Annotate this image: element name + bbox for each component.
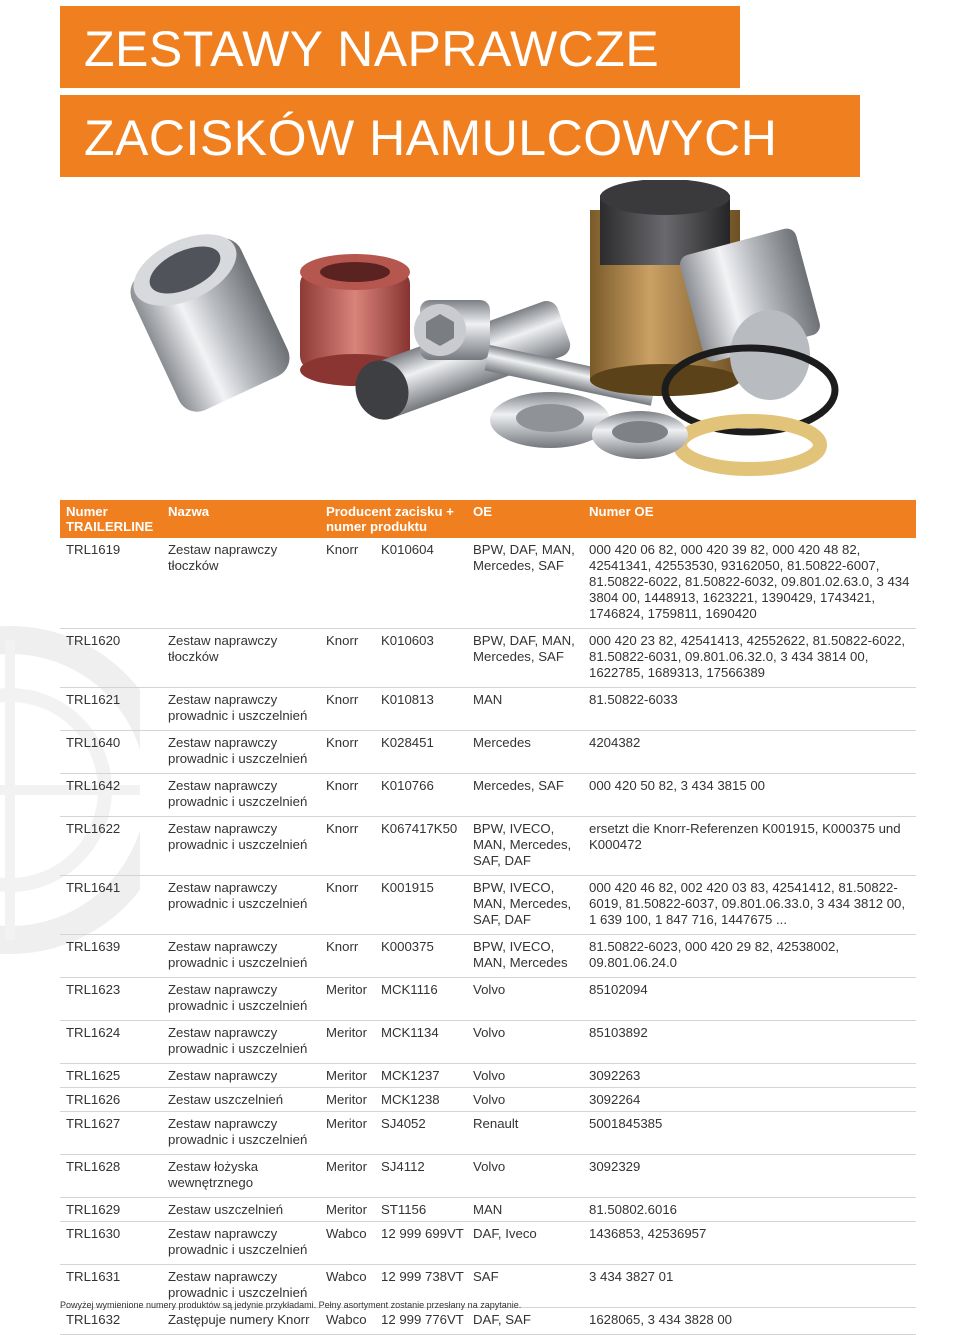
table-row [60,774,916,817]
cell-produkt: K067417K50 [375,817,467,876]
cell-produkt: K010766 [375,774,467,817]
cell-producent: Meritor [320,1021,375,1064]
cell-nazwa: Zestaw naprawczy prowadnic i uszczelnień [162,1265,320,1308]
cylinder-left [130,220,296,419]
cell-oe: BPW, DAF, MAN, Mercedes, SAF [467,629,583,688]
table-row [60,688,916,731]
cell-numer-oe: 85103892 [583,1021,916,1064]
cell-oe: BPW, IVECO, MAN, Mercedes, SAF, DAF [467,817,583,876]
cell-oe: SAF [467,1265,583,1308]
header-nazwa: Nazwa [162,500,320,538]
cell-oe: Renault [467,1112,583,1155]
cell-oe: MAN [467,688,583,731]
cell-numer-oe: 85102094 [583,978,916,1021]
header-numer: Numer TRAILERLINE [60,500,162,538]
cell-producent: Wabco [320,1265,375,1308]
cell-oe: DAF, SAF [467,1308,583,1335]
cell-produkt: K010603 [375,629,467,688]
cell-numer: TRL1625 [60,1064,162,1088]
cell-produkt: SJ4052 [375,1112,467,1155]
cell-numer-oe: 81.50802.6016 [583,1198,916,1222]
table-row [60,1198,916,1222]
cell-numer: TRL1630 [60,1222,162,1265]
cell-numer-oe: 81.50822-6033 [583,688,916,731]
cell-numer: TRL1632 [60,1308,162,1335]
cell-numer-oe: 3 434 3827 01 [583,1265,916,1308]
cell-producent: Knorr [320,935,375,978]
table-row [60,935,916,978]
cell-producent: Knorr [320,731,375,774]
cell-produkt: 12 999 776VT [375,1308,467,1335]
cell-produkt: MCK1238 [375,1088,467,1112]
cell-oe: Mercedes, SAF [467,774,583,817]
table-row [60,1088,916,1112]
header-numer-oe: Numer OE [583,500,916,538]
table-row [60,1155,916,1198]
cell-producent: Knorr [320,876,375,935]
product-photo [130,180,850,480]
cell-numer-oe: ersetzt die Knorr-Referenzen K001915, K000375 und K000472 [583,817,916,876]
cell-nazwa: Zestaw naprawczy tłoczków [162,538,320,629]
cell-producent: Meritor [320,1198,375,1222]
page-title-line1: ZESTAWY NAPRAWCZE [84,21,660,77]
cell-producent: Knorr [320,688,375,731]
table-header-row [60,500,916,538]
cell-produkt: K000375 [375,935,467,978]
parts-table [60,500,916,1335]
cell-nazwa: Zestaw uszczelnień [162,1198,320,1222]
cell-producent: Meritor [320,1155,375,1198]
title-banner-line2 [60,95,860,177]
cell-nazwa: Zestaw naprawczy prowadnic i uszczelnień [162,1021,320,1064]
table-row [60,629,916,688]
table-row [60,876,916,935]
cell-nazwa: Zestaw naprawczy [162,1064,320,1088]
cell-oe: Mercedes [467,731,583,774]
cell-producent: Knorr [320,774,375,817]
cell-nazwa: Zestaw naprawczy prowadnic i uszczelnień [162,978,320,1021]
cell-produkt: MCK1134 [375,1021,467,1064]
cell-numer-oe: 1436853, 42536957 [583,1222,916,1265]
cell-nazwa: Zestaw naprawczy prowadnic i uszczelnień [162,688,320,731]
cell-numer-oe: 4204382 [583,731,916,774]
table-row [60,1064,916,1088]
page-title-line2: ZACISKÓW HAMULCOWYCH [84,110,778,166]
cell-numer-oe: 000 420 50 82, 3 434 3815 00 [583,774,916,817]
cell-nazwa: Zestaw naprawczy prowadnic i uszczelnień [162,1112,320,1155]
cell-producent: Meritor [320,1112,375,1155]
cell-oe: Volvo [467,978,583,1021]
cell-nazwa: Zestaw naprawczy tłoczków [162,629,320,688]
cell-numer: TRL1627 [60,1112,162,1155]
cell-oe: Volvo [467,1088,583,1112]
cell-produkt: K001915 [375,876,467,935]
cell-oe: Volvo [467,1155,583,1198]
cell-producent: Wabco [320,1222,375,1265]
cell-oe: BPW, DAF, MAN, Mercedes, SAF [467,538,583,629]
cell-produkt: K010604 [375,538,467,629]
yellow-ring [680,421,820,469]
cell-oe: Volvo [467,1021,583,1064]
cell-numer: TRL1629 [60,1198,162,1222]
header-producent: Producent zacisku + numer produktu [320,500,467,538]
cell-numer: TRL1623 [60,978,162,1021]
cell-numer: TRL1641 [60,876,162,935]
cell-numer: TRL1640 [60,731,162,774]
table-row [60,538,916,629]
cell-numer: TRL1621 [60,688,162,731]
table-row [60,1021,916,1064]
cell-numer: TRL1631 [60,1265,162,1308]
cell-nazwa: Zestaw naprawczy prowadnic i uszczelnień [162,817,320,876]
table-row [60,1112,916,1155]
table-row [60,731,916,774]
cell-produkt: SJ4112 [375,1155,467,1198]
cell-producent: Knorr [320,629,375,688]
cell-numer: TRL1620 [60,629,162,688]
cell-produkt: MCK1116 [375,978,467,1021]
cell-numer-oe: 5001845385 [583,1112,916,1155]
cell-numer-oe: 81.50822-6023, 000 420 29 82, 42538002, 09.801.06.24.0 [583,935,916,978]
cell-produkt: K028451 [375,731,467,774]
cell-nazwa: Zestaw naprawczy prowadnic i uszczelnień [162,731,320,774]
cell-oe: Volvo [467,1064,583,1088]
cell-nazwa: Zastępuje numery Knorr [162,1308,320,1335]
cell-numer: TRL1626 [60,1088,162,1112]
cell-oe: BPW, IVECO, MAN, Mercedes, SAF, DAF [467,876,583,935]
cell-producent: Meritor [320,1088,375,1112]
table-row [60,978,916,1021]
cell-produkt: K010813 [375,688,467,731]
cell-producent: Meritor [320,1064,375,1088]
cell-nazwa: Zestaw łożyska wewnętrznego [162,1155,320,1198]
cell-numer: TRL1619 [60,538,162,629]
cell-numer-oe: 3092329 [583,1155,916,1198]
cell-producent: Knorr [320,817,375,876]
table-row [60,1308,916,1335]
cell-numer: TRL1628 [60,1155,162,1198]
cell-produkt: 12 999 738VT [375,1265,467,1308]
cell-numer-oe: 1628065, 3 434 3828 00 [583,1308,916,1335]
cell-numer: TRL1642 [60,774,162,817]
cell-numer-oe: 3092264 [583,1088,916,1112]
washers [490,392,688,459]
cell-oe: DAF, Iveco [467,1222,583,1265]
cell-oe: BPW, IVECO, MAN, Mercedes [467,935,583,978]
cell-producent: Wabco [320,1308,375,1335]
cell-numer-oe: 000 420 06 82, 000 420 39 82, 000 420 48 82, 42541341, 42553530, 93162050, 81.50822-6007, 81.50822-6022, 81.50822-6032, 09.801.02.63.0, 3 434 3804 00, 1448913, 1623221, 1390429, 1743421, 1746824, 1759811, 1690420 [583,538,916,629]
cell-produkt: ST1156 [375,1198,467,1222]
cell-producent: Meritor [320,978,375,1021]
cell-nazwa: Zestaw naprawczy prowadnic i uszczelnień [162,1222,320,1265]
cell-produkt: MCK1237 [375,1064,467,1088]
cell-numer: TRL1624 [60,1021,162,1064]
cell-numer-oe: 000 420 23 82, 42541413, 42552622, 81.50822-6022, 81.50822-6031, 09.801.06.32.0, 3 434 3814 00, 1622785, 1689313, 17566389 [583,629,916,688]
table-row [60,817,916,876]
cell-produkt: 12 999 699VT [375,1222,467,1265]
cell-oe: MAN [467,1198,583,1222]
table-row [60,1222,916,1265]
cell-nazwa: Zestaw naprawczy prowadnic i uszczelnień [162,935,320,978]
cell-numer: TRL1622 [60,817,162,876]
cell-numer-oe: 000 420 46 82, 002 420 03 83, 42541412, 81.50822-6019, 81.50822-6037, 09.801.06.33.0, 3 434 3812 00, 1 639 100, 1 847 716, 1447675 ... [583,876,916,935]
cell-numer: TRL1639 [60,935,162,978]
cell-producent: Knorr [320,538,375,629]
footnote: Powyżej wymienione numery produktów są jedynie przykładami. Pełny asortyment zostanie przesłany na zapytanie. [60,1300,522,1310]
cell-nazwa: Zestaw naprawczy prowadnic i uszczelnień [162,774,320,817]
cell-nazwa: Zestaw naprawczy prowadnic i uszczelnień [162,876,320,935]
title-banner-line1 [60,6,740,88]
cell-nazwa: Zestaw uszczelnień [162,1088,320,1112]
cell-numer-oe: 3092263 [583,1064,916,1088]
header-oe: OE [467,500,583,538]
